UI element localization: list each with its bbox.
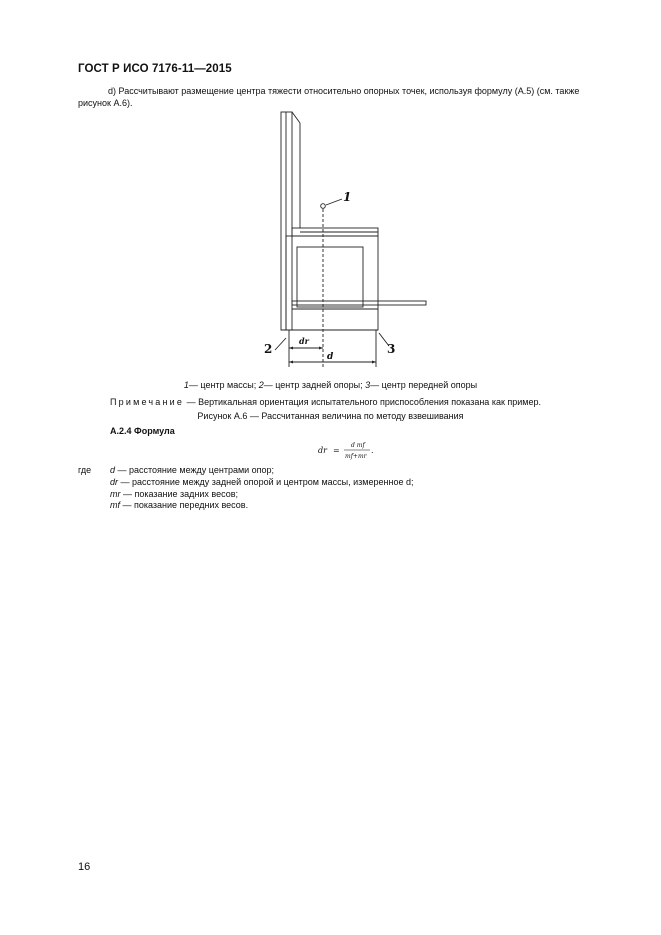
label-d: d [327,352,334,362]
page-number: 16 [78,861,91,873]
document-header: ГОСТ Р ИСО 7176-11—2015 [78,63,232,75]
legend-num-1: 1 [183,380,189,390]
definition-symbol: d [110,465,116,475]
figure-legend [0,380,661,390]
definition-text: — показание передних весов. [120,500,249,511]
formula [318,439,398,461]
legend-num-3: 3 [365,380,371,390]
figure-caption: Рисунок А.6 — Рассчитанная величина по методу взвешивания [197,411,464,421]
label-2: 2 [264,342,273,356]
label-1: 1 [343,190,352,204]
intro-paragraph: d) Рассчитывают размещение центра тяжести относительно опорных точек, используя формулу (А.5) (см. также рисунок А.6). [78,86,580,108]
label-dr: dr [299,336,309,346]
definition-item [110,465,413,477]
rail [292,301,426,305]
definition-item [110,500,413,512]
backrest-frame [281,112,292,330]
formula-lhs: dr [318,446,327,455]
legend-text-1: — центр массы; [188,380,259,390]
formula-equals: = [333,446,340,455]
formula-end: . [371,446,374,455]
inner-box [297,247,363,307]
definitions-list [110,465,413,512]
definition-text: — расстояние между центрами опор; [115,465,275,475]
base-frame [286,236,378,330]
figure-note [110,397,541,407]
definition-symbol: mf [110,500,120,511]
weighing-figure [255,105,445,370]
where-label: где [78,465,92,475]
note-text: — Вертикальная ориентация испытательного приспособления показана как пример. [184,397,541,407]
definition-symbol: dr [110,476,119,487]
formula-numerator: d mf [351,442,365,449]
legend-text-3: — центр передней опоры [370,380,478,390]
definition-symbol: mr [110,488,121,499]
definition-item [110,489,413,501]
definition-text: — расстояние между задней опорой и центром массы, измеренное d; [118,476,414,487]
definition-text: — показание задних весов; [120,488,239,499]
formula-denominator: mf+mr [345,453,367,460]
legend-num-2: 2 [258,380,264,390]
center-of-mass-marker [321,204,326,209]
section-title: А.2.4 Формула [110,426,175,436]
label-3: 3 [387,342,396,356]
note-label: Примечание [110,397,185,407]
definition-item [110,477,413,489]
legend-text-2: — центр задней опоры; [263,380,366,390]
